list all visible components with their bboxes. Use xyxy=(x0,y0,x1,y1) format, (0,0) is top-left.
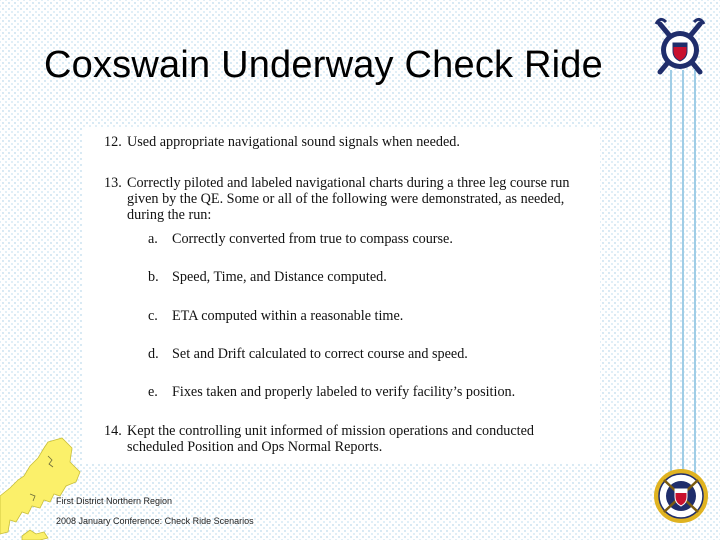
subitem-text: Speed, Time, and Distance computed. xyxy=(172,269,387,285)
coast-guard-emblem-icon xyxy=(652,16,708,80)
footer-conference-name: 2008 January Conference: Check Ride Scenarios xyxy=(56,516,254,526)
checklist-item-13 xyxy=(104,175,580,223)
item-text: Used appropriate navigational sound signals when needed. xyxy=(127,134,460,150)
checklist-subitem-d xyxy=(148,346,580,362)
subitem-text: ETA computed within a reasonable time. xyxy=(172,308,404,324)
item-number: 13. xyxy=(104,175,122,191)
item-text: Kept the controlling unit informed of mission operations and conducted scheduled Position and Ops Normal Reports. xyxy=(127,423,535,455)
slide-title: Coxswain Underway Check Ride xyxy=(44,44,603,86)
checklist-subitem-a xyxy=(148,231,580,247)
item-number: 12. xyxy=(104,134,122,150)
footer-region-name: First District Northern Region xyxy=(56,496,173,506)
subitem-letter: b. xyxy=(148,269,159,285)
item-number: 14. xyxy=(104,423,122,439)
subitem-text: Set and Drift calculated to correct course and speed. xyxy=(172,346,468,362)
coast-guard-seal-icon xyxy=(652,466,710,526)
checklist-subitem-c xyxy=(148,308,580,324)
checklist-subitem-e xyxy=(148,384,580,400)
checklist-document xyxy=(82,128,600,464)
subitem-letter: c. xyxy=(148,308,158,324)
checklist-item-12 xyxy=(104,134,580,150)
subitem-text: Fixes taken and properly labeled to verify facility’s position. xyxy=(172,384,516,400)
checklist-item-14 xyxy=(104,423,580,455)
subitem-letter: e. xyxy=(148,384,158,400)
subitem-letter: d. xyxy=(148,346,159,362)
decorative-vertical-lines xyxy=(668,70,698,480)
subitem-letter: a. xyxy=(148,231,158,247)
checklist-subitem-b xyxy=(148,269,580,285)
subitem-text: Correctly converted from true to compass course. xyxy=(172,231,453,247)
item-text: Correctly piloted and labeled navigational charts during a three leg course run given by the QE. Some or all of the following were demonstrated, as needed, during the run: xyxy=(127,175,570,223)
